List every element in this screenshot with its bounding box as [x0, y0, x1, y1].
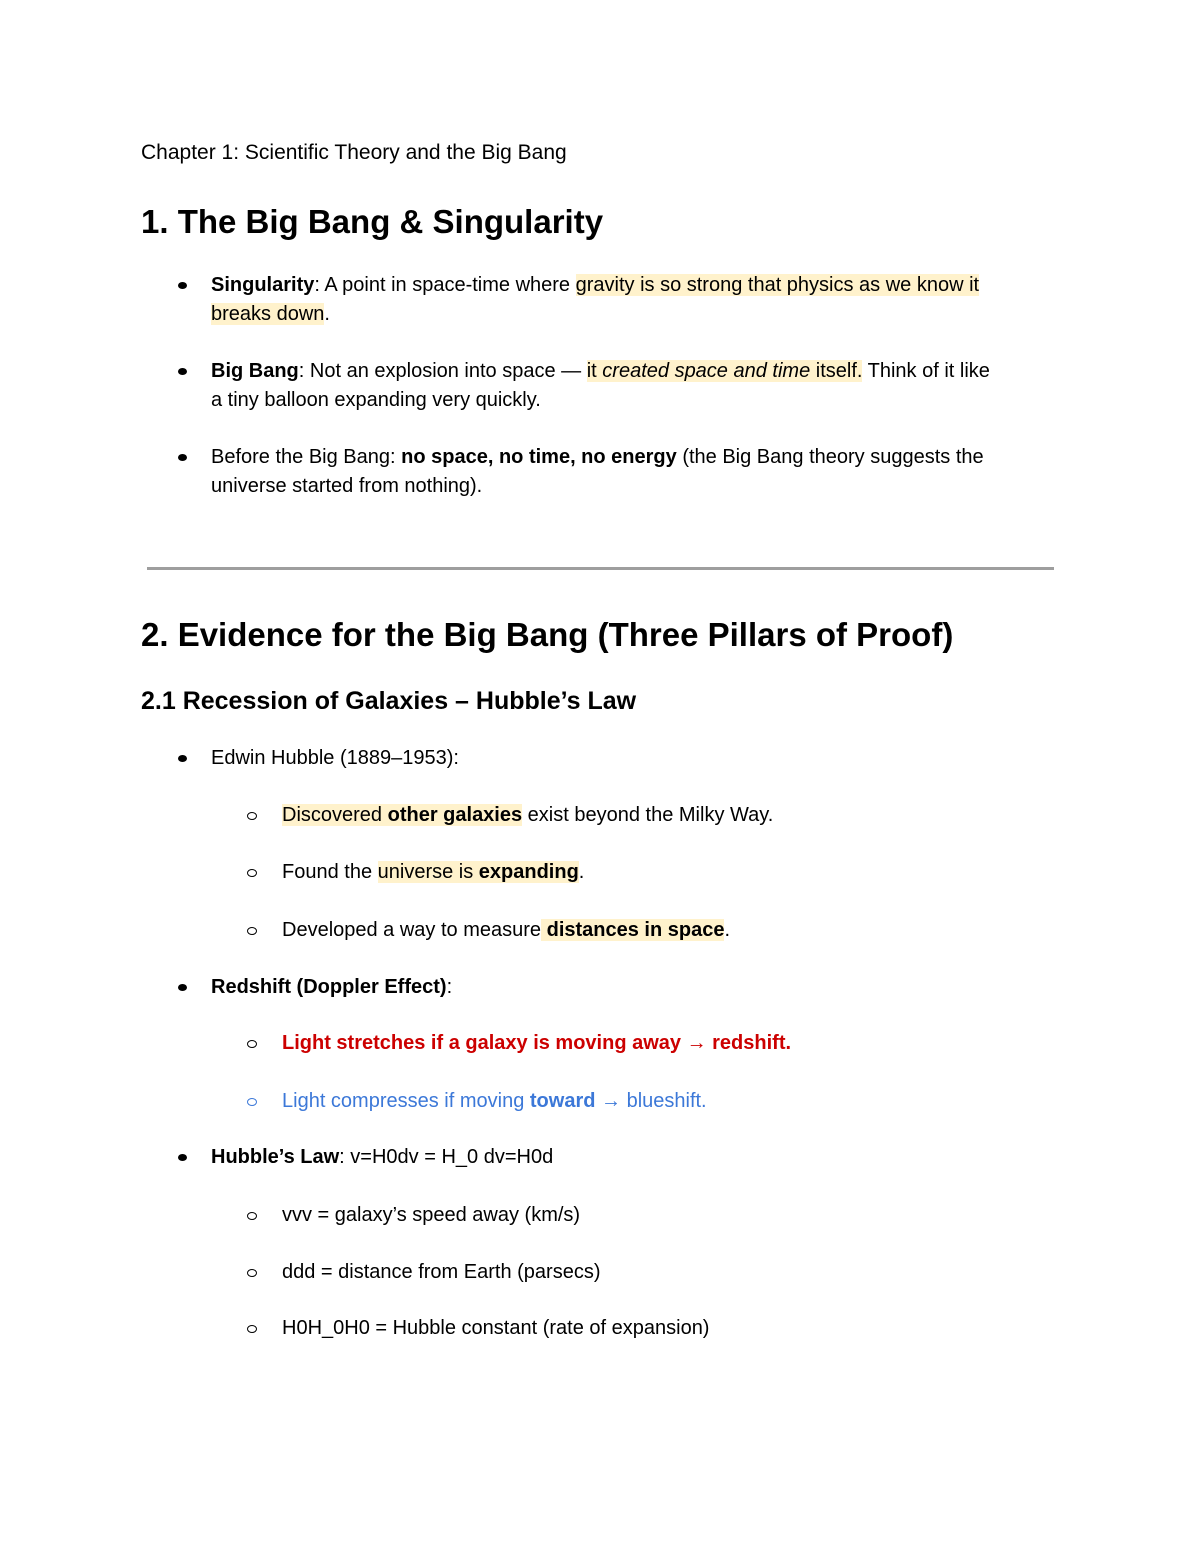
hubble-label: Edwin Hubble (1889–1953): [211, 747, 459, 769]
bullet-circle-icon [247, 1212, 257, 1220]
bigbang-line1 [211, 357, 990, 386]
bullet-circle-icon [247, 1269, 257, 1277]
singularity-line2 [211, 300, 330, 329]
document-title: Chapter 1: Scientific Theory and the Big Bang [141, 141, 567, 164]
bullet-circle-icon [247, 812, 257, 820]
blue-pre: Light compresses if moving [282, 1090, 530, 1112]
bullet-disc-icon [178, 282, 187, 289]
singularity-term: Singularity [211, 274, 315, 296]
singularity-highlight-2: breaks down [211, 303, 325, 325]
hubble-law-formula: : v=H0dv = H_0 dv=H0d [339, 1146, 554, 1168]
before-bold: no space, no time, no energy [401, 446, 677, 468]
singularity-highlight-1: gravity is so strong that physics as we know it [575, 274, 980, 296]
bullet-circle-icon [247, 1325, 257, 1333]
bigbang-highlight-italic: created space and time [602, 360, 811, 382]
bigbang-highlight-b: itself. [810, 360, 863, 382]
law-d-item: ddd = distance from Earth (parsecs) [282, 1261, 601, 1283]
hubble-item-3-bold: distances in space [541, 919, 725, 941]
bullet-circle-icon [247, 1040, 257, 1048]
hubble-item-1 [282, 801, 773, 830]
hubble-item-2-highlight: universe is [377, 861, 479, 883]
horizontal-divider [147, 567, 1054, 570]
hubble-item-1-bold: other galaxies [387, 804, 523, 826]
hubble-item-2-bold: expanding [478, 861, 579, 883]
section2-heading: 2. Evidence for the Big Bang (Three Pillars of Proof) [141, 616, 954, 653]
bullet-circle-icon [247, 869, 257, 877]
before-line2: universe started from nothing). [211, 475, 483, 497]
bigbang-line2: a tiny balloon expanding very quickly. [211, 389, 541, 411]
redshift-colon: : [446, 976, 453, 998]
bullet-circle-icon [247, 1098, 257, 1106]
law-v-item: vvv = galaxy’s speed away (km/s) [282, 1204, 581, 1226]
bigbang-text: : Not an explosion into space — [298, 360, 587, 382]
hubble-law-term: Hubble’s Law [211, 1146, 340, 1168]
bullet-circle-icon [247, 927, 257, 935]
hubble-item-3-post: . [724, 919, 731, 941]
blue-bold: toward [529, 1090, 596, 1112]
hubble-item-3 [282, 916, 730, 945]
bullet-disc-icon [178, 368, 187, 375]
section1-heading: 1. The Big Bang & Singularity [141, 203, 604, 240]
bullet-disc-icon [178, 1154, 187, 1161]
hubble-item-2 [282, 858, 584, 887]
section2-subheading: 2.1 Recession of Galaxies – Hubble’s Law [141, 687, 637, 715]
bullet-disc-icon [178, 755, 187, 762]
bullet-disc-icon [178, 984, 187, 991]
hubble-law-line [211, 1143, 553, 1172]
redshift-label-line [211, 973, 452, 1002]
redshift-label: Redshift (Doppler Effect) [211, 976, 447, 998]
law-h-item: H0H_0H0 = Hubble constant (rate of expansion) [282, 1317, 710, 1339]
before-post: (the Big Bang theory suggests the [676, 446, 984, 468]
bullet-disc-icon [178, 454, 187, 461]
before-line1 [211, 443, 984, 472]
singularity-line1 [211, 271, 979, 300]
hubble-item-3-pre: Developed a way to measure [282, 919, 542, 941]
bigbang-post: Think of it like [862, 360, 990, 382]
hubble-item-2-post: . [578, 861, 585, 883]
before-text: Before the Big Bang: [211, 446, 402, 468]
hubble-item-2-pre: Found the [282, 861, 378, 883]
bigbang-term: Big Bang [211, 360, 299, 382]
bigbang-highlight-a: it [586, 360, 603, 382]
redshift-red-line: Light stretches if a galaxy is moving away → redshift. [282, 1032, 792, 1054]
hubble-item-1-highlight: Discovered [282, 804, 388, 826]
singularity-end: . [324, 303, 330, 325]
blue-post: → blueshift. [595, 1090, 707, 1112]
hubble-item-1-post: exist beyond the Milky Way. [522, 804, 774, 826]
redshift-blue-line [282, 1087, 707, 1116]
singularity-text: : A point in space-time where [314, 274, 576, 296]
